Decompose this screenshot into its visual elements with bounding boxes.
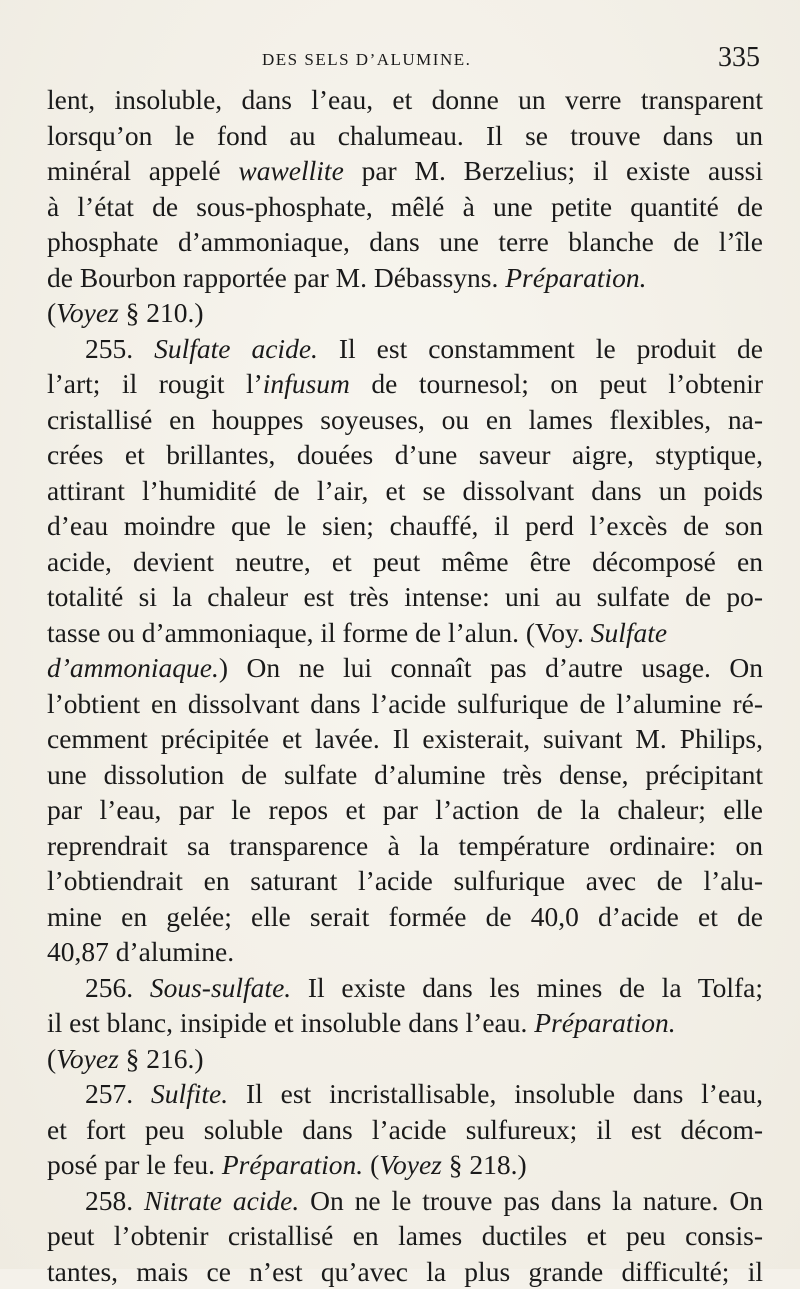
text-run: 255. — [85, 333, 154, 364]
text-run: crées et brillantes, douées d’une saveur aigre, styptique, — [47, 439, 763, 470]
italic-text: Préparation. — [222, 1149, 363, 1180]
text-line — [47, 1254, 763, 1289]
text-line — [47, 934, 763, 970]
italic-text: Sous-sulfate. — [150, 972, 291, 1003]
text-line — [47, 82, 763, 118]
italic-text: Voyez — [56, 1043, 119, 1074]
text-run: § 210.) — [119, 297, 204, 328]
text-run: cemment précipitée et lavée. Il existerait, suivant M. Philips, — [47, 723, 763, 754]
text-line — [47, 1183, 763, 1219]
text-run: ( — [363, 1149, 379, 1180]
text-line — [47, 721, 763, 757]
italic-text: Voyez — [56, 297, 119, 328]
text-line — [47, 1112, 763, 1148]
text-run: ( — [47, 1043, 56, 1074]
text-line — [47, 579, 763, 615]
text-run: et fort peu soluble dans l’acide sulfureux; il est décom- — [47, 1114, 763, 1145]
text-line — [47, 1147, 763, 1183]
text-line — [47, 153, 763, 189]
text-run: totalité si la chaleur est très intense: uni au sulfate de po- — [47, 581, 763, 612]
text-line — [47, 331, 763, 367]
text-line — [47, 366, 763, 402]
text-run: à l’état de sous-phosphate, mêlé à une petite quantité de — [47, 191, 763, 222]
text-line — [47, 1218, 763, 1254]
text-line — [47, 437, 763, 473]
text-line — [47, 615, 763, 651]
page-number: 335 — [718, 42, 760, 74]
text-run: Il est constamment le produit de — [318, 333, 763, 364]
text-run: 40,87 d’alumine. — [47, 936, 234, 967]
text-run: acide, devient neutre, et peut même être décomposé en — [47, 546, 763, 577]
text-line — [47, 792, 763, 828]
text-line — [47, 757, 763, 793]
text-run: § 218.) — [442, 1149, 527, 1180]
italic-text: infusum — [263, 368, 350, 399]
italic-text: Sulfate acide. — [154, 333, 318, 364]
text-line — [47, 863, 763, 899]
italic-text: d’ammoniaque. — [47, 652, 219, 683]
italic-text: Voyez — [379, 1149, 442, 1180]
text-run: lorsqu’on le fond au chalumeau. Il se trouve dans un — [47, 120, 763, 151]
italic-text: Préparation. — [534, 1007, 675, 1038]
text-line — [47, 650, 763, 686]
text-line — [47, 1041, 763, 1077]
italic-text: Nitrate acide. — [144, 1185, 299, 1216]
text-line — [47, 1005, 763, 1041]
text-line — [47, 686, 763, 722]
text-run: ) On ne lui connaît pas d’autre usage. On — [219, 652, 763, 683]
text-run: l’obtient en dissolvant dans l’acide sulfurique de l’alumine ré- — [47, 688, 763, 719]
text-run: par M. Berzelius; il existe aussi — [344, 155, 763, 186]
text-run: d’eau moindre que le sien; chauffé, il perd l’excès de son — [47, 510, 763, 541]
text-run: attirant l’humidité de l’air, et se dissolvant dans un poids — [47, 475, 763, 506]
page-header — [0, 44, 800, 80]
text-run: une dissolution de sulfate d’alumine très dense, précipitant — [47, 759, 763, 790]
text-run: de Bourbon rapportée par M. Débassyns. — [47, 262, 505, 293]
text-line — [47, 224, 763, 260]
text-line — [47, 508, 763, 544]
text-run: l’art; il rougit l’ — [47, 368, 263, 399]
text-run: Il existe dans les mines de la Tolfa; — [291, 972, 763, 1003]
italic-text: Sulfate — [591, 617, 667, 648]
text-run: par l’eau, par le repos et par l’action de la chaleur; elle — [47, 794, 763, 825]
text-run: phosphate d’ammoniaque, dans une terre blanche de l’île — [47, 226, 763, 257]
text-line — [47, 544, 763, 580]
text-run: tantes, mais ce n’est qu’avec la plus grande difficulté; il — [47, 1256, 763, 1287]
text-line — [47, 828, 763, 864]
text-line — [47, 473, 763, 509]
text-run: de tournesol; on peut l’obtenir — [350, 368, 763, 399]
text-run: minéral appelé — [47, 155, 238, 186]
text-line — [47, 402, 763, 438]
text-line — [47, 295, 763, 331]
text-run: il est blanc, insipide et insoluble dans l’eau. — [47, 1007, 534, 1038]
text-run: ( — [47, 297, 56, 328]
text-run: mine en gelée; elle serait formée de 40,0 d’acide et de — [47, 901, 763, 932]
italic-text: wawellite — [238, 155, 343, 186]
text-line — [47, 260, 763, 296]
text-run: l’obtiendrait en saturant l’acide sulfurique avec de l’alu- — [47, 865, 763, 896]
text-run: reprendrait sa transparence à la température ordinaire: on — [47, 830, 763, 861]
text-run: posé par le feu. — [47, 1149, 222, 1180]
text-run: Il est incristallisable, insoluble dans l’eau, — [228, 1078, 763, 1109]
text-run: tasse ou d’ammoniaque, il forme de l’alun. (Voy. — [47, 617, 591, 648]
text-run: cristallisé en houppes soyeuses, ou en lames flexibles, na- — [47, 404, 763, 435]
text-line — [47, 189, 763, 225]
italic-text: Sulfite. — [151, 1078, 228, 1109]
running-title: DES SELS D’ALUMINE. — [262, 50, 471, 70]
text-run: On ne le trouve pas dans la nature. On — [299, 1185, 763, 1216]
text-line — [47, 1076, 763, 1112]
text-line — [47, 970, 763, 1006]
text-line — [47, 899, 763, 935]
text-run: peut l’obtenir cristallisé en lames ductiles et peu consis- — [47, 1220, 763, 1251]
body-text — [47, 82, 763, 1289]
text-run: lent, insoluble, dans l’eau, et donne un verre transparent — [47, 84, 763, 115]
text-line — [47, 118, 763, 154]
text-run: § 216.) — [119, 1043, 204, 1074]
text-run: 257. — [85, 1078, 151, 1109]
text-run: 258. — [85, 1185, 144, 1216]
text-run: 256. — [85, 972, 150, 1003]
italic-text: Préparation. — [505, 262, 646, 293]
